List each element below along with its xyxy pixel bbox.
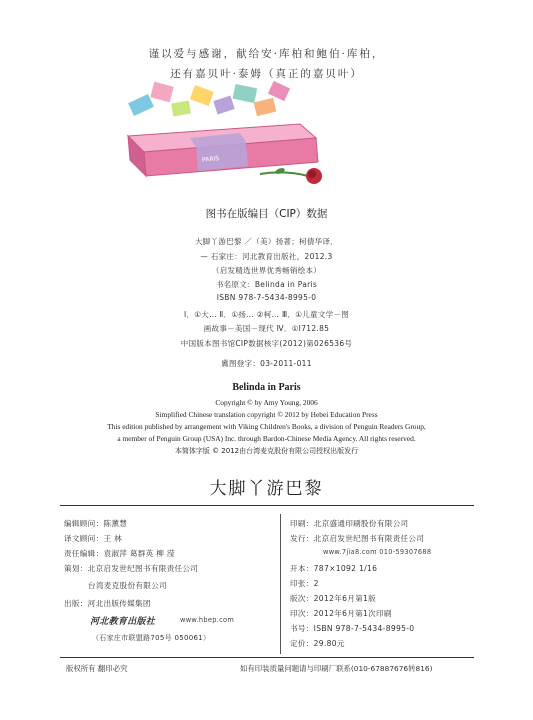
cip-record-number: 中国版本图书馆CIP数据核字(2012)第026536号: [180, 339, 353, 348]
publisher-logo: 河北教育出版社: [90, 617, 156, 627]
svg-text:PARIS: PARIS: [201, 155, 220, 164]
cip-classification: Ⅰ．①大… Ⅱ．①扬… ②柯… Ⅲ．①儿童文学－图: [183, 310, 350, 319]
book-title: 大脚丫游巴黎: [209, 479, 324, 499]
sheets: 印张：2: [290, 579, 319, 588]
cip-line: — 石家庄：河北教育出版社，2012.3: [200, 252, 333, 261]
publisher-address: （石家庄市联盟路705号 050061）: [92, 634, 211, 642]
copyright-line: a member of Penguin Group (USA) Inc. through Bardon-Chinese Media Agency. All rights reserved.: [117, 434, 416, 443]
responsible-editors: 责任编辑：袁淑萍 葛群英 柳 滢: [64, 549, 175, 558]
cip-isbn: ISBN 978-7-5434-8995-0: [216, 293, 317, 302]
divider-bottom: [60, 657, 474, 658]
column-divider: [280, 514, 281, 654]
planning-line-1: 策划：北京启发世纪图书有限责任公司: [64, 564, 199, 573]
cip-registration: 冀图登字：03-2011-011: [221, 359, 312, 368]
price: 定价：29.80元: [290, 639, 345, 648]
dedication-line-2: 还有嘉贝叶·泰姆（真正的嘉贝叶）: [170, 68, 363, 80]
copyright-line-chinese: 本简体字版 © 2012由台湾麦克股份有限公司授权出版发行: [174, 447, 359, 455]
publisher-label: 出版：河北出版传媒集团: [64, 599, 151, 608]
dedication-line-1: 谨以爱与感谢，献给安·库柏和鲍伯·库柏，: [148, 48, 385, 60]
english-title: Belinda in Paris: [232, 382, 301, 393]
flying-tickets: [128, 81, 290, 117]
rose-icon: [260, 167, 322, 184]
format: 开本：787×1092 1/16: [290, 564, 378, 573]
printing: 印刷：北京盛通印刷股份有限公司: [290, 519, 409, 528]
publisher-url: www.hbep.com: [180, 616, 235, 624]
copyright-line: Copyright © by Amy Young, 2006: [215, 398, 318, 407]
shoe-box: [128, 124, 318, 176]
cip-classification: 画故事－美国－现代 Ⅳ．①I712.85: [203, 324, 330, 333]
cip-line: 大脚丫游巴黎 ／（美）扬著；柯倩华译．: [194, 237, 339, 246]
distribution: 发行：北京启发世纪图书有限责任公司: [290, 534, 425, 543]
isbn: 书号：ISBN 978-7-5434-8995-0: [290, 624, 415, 633]
cip-line: 书名原文：Belinda in Paris: [215, 280, 318, 289]
editor-consultant: 编辑顾问：陈薰慧: [64, 519, 128, 528]
divider-top: [60, 505, 474, 506]
rights-reserved: 版权所有 翻印必究: [66, 664, 128, 673]
copyright-line: This edition published by arrangement with Viking Children's Books, a division of Penguin Readers Group,: [107, 422, 426, 431]
cip-title: 图书在版编目（CIP）数据: [205, 208, 328, 220]
impression: 印次：2012年6月第1次印刷: [290, 609, 392, 618]
distribution-contact: www.7jia8.com 010-59307688: [323, 548, 432, 556]
cip-line: （启发精选世界优秀畅销绘本）: [211, 266, 322, 275]
planning-line-2: 台湾麦克股份有限公司: [88, 581, 167, 590]
edition: 版次：2012年6月第1版: [290, 594, 377, 603]
translation-consultant: 译文顾问：王 林: [64, 534, 122, 543]
copyright-line: Simplified Chinese translation copyright © 2012 by Hebei Education Press: [155, 410, 378, 419]
quality-contact: 如有印装质量问题请与印刷厂联系(010-67887676转816): [240, 664, 433, 673]
shoebox-illustration: [110, 78, 340, 188]
